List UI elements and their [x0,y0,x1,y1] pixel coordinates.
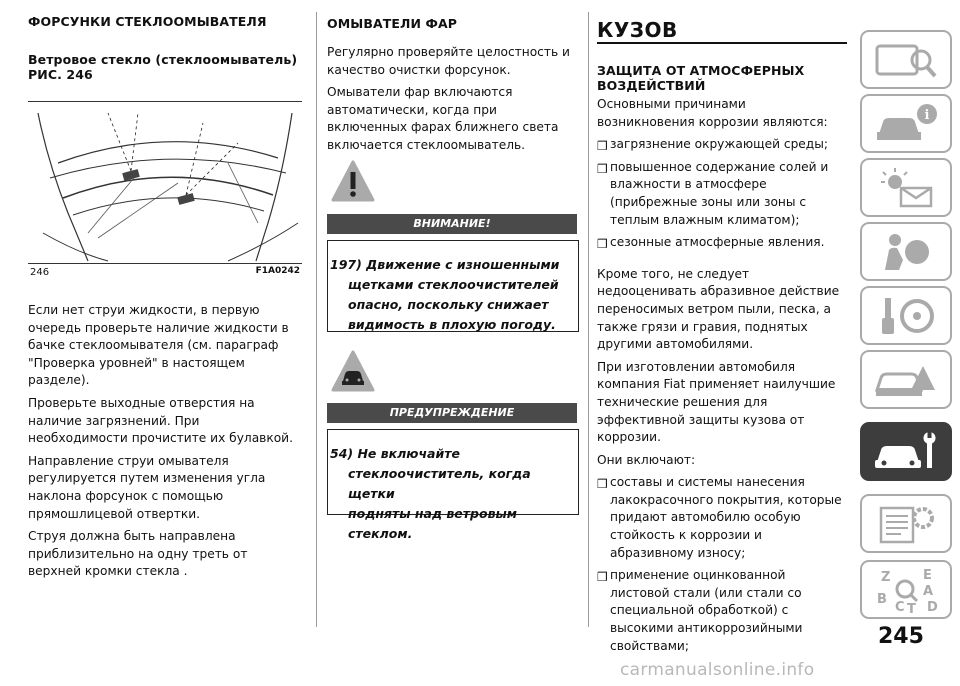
page-number: 245 [878,624,924,649]
warning-text-line: опасно, поскольку снижает [348,297,549,312]
checkbox-bullet-icon: ❒ [597,570,608,585]
figure-number: 246 [30,267,50,278]
chapter-title: КУЗОВ [597,18,678,42]
warning-number: 197) [330,257,362,272]
figure-code: F1A0242 [255,266,300,276]
index-letter: Z [881,569,891,585]
sidebar-tab-service-care[interactable] [860,422,952,481]
sidebar-tab-car-info[interactable] [860,94,952,153]
key-steering-icon [871,294,941,338]
warning-text-line: щетками стеклоочистителей [348,277,559,292]
caution-text-line: подняты над ветровым стеклом. [348,506,518,541]
section-title: ФОРСУНКИ СТЕКЛООМЫВАТЕЛЯ [28,14,267,29]
checkbox-bullet-icon: ❒ [597,139,608,154]
svg-text:i: i [924,107,930,123]
technical-data-gear-icon [871,502,941,546]
sidebar-tab-index[interactable] [860,560,952,619]
paragraph: Проверьте выходные отверстия на наличие загрязнений. При необходимости прочистите их булавкой. [28,395,293,446]
list-item [597,567,847,655]
car-caution-icon [331,350,375,394]
paragraph: Они включают: [597,452,696,467]
list-item-text: применение оцинкованной листовой стали (или стали со специальной обработкой) с высокими антикоррозийными свойствами; [610,568,803,653]
list-item-text: сезонные атмосферные явления. [610,235,825,250]
column-divider-1 [316,12,317,627]
checkbox-bullet-icon: ❒ [597,477,608,492]
list-item [597,159,847,229]
airbag-safety-icon [871,230,941,274]
sidebar-tab-dashboard[interactable] [860,30,952,89]
paragraph: Омыватели фар включаются автоматически, когда при включенных фарах ближнего света включается стеклоомыватель. [327,85,559,152]
paragraph: Направление струи омывателя регулируется путем изменения угла наклона форсунок с помощью прямошлицевой отвертки. [28,453,266,521]
index-letter: C [895,599,905,615]
section-title: ОМЫВАТЕЛИ ФАР [327,16,458,31]
caution-text-line: Не включайте [357,446,460,461]
warning-box [327,240,579,332]
alphabetical-index-icon [871,565,941,615]
paragraph: Если нет струи жидкости, в первую очередь проверьте наличие жидкости в бачке стеклоомывателя (см. параграф "Проверка уровней" в настоящем разделе). [28,303,289,388]
sidebar-tab-safety[interactable] [860,222,952,281]
body-text [597,96,847,660]
warning-text-line: видимость в плохую погоду. [348,317,556,332]
checkbox-bullet-icon: ❒ [597,237,608,252]
watermark[interactable]: carmanualsonline.info [620,660,815,680]
car-info-icon [871,102,941,146]
caution-text-line: стеклоочиститель, когда щетки [348,466,531,501]
paragraph: Кроме того, не следует недооценивать абразивное действие переносимых ветром пыли, песка, а также грязи и гравия, поднятых другими автомобилями. [597,266,840,352]
column-divider-2 [588,12,589,627]
paragraph: При изготовлении автомобиля компания Fiat применяет наилучшие технические решения для эффективной защиты кузова от коррозии. [597,359,836,445]
chapter-rule [597,42,847,44]
warning-lights-mail-icon [871,166,941,210]
checkbox-bullet-icon: ❒ [597,161,608,176]
car-service-wrench-icon [871,430,941,474]
sidebar-tab-starting-driving[interactable] [860,286,952,345]
sidebar-tab-emergency[interactable] [860,350,952,409]
list-item [597,474,847,562]
paragraph: Струя должна быть направлена приблизительно на одну треть от верхней кромки стекла . [28,529,248,579]
list-item [597,234,847,252]
caution-number: 54) [330,446,354,461]
warning-header: ВНИМАНИЕ! [327,214,577,234]
caution-header: ПРЕДУПРЕЖДЕНИЕ [327,403,577,423]
caution-box [327,429,579,541]
index-letter: E [923,567,932,583]
washer-text [28,302,302,586]
headlight-washer-text [327,44,577,160]
car-emergency-icon [871,358,941,402]
windshield-illustration [28,103,302,263]
warning-text-line: Движение с изношенными [366,257,560,272]
list-item-text: составы и системы нанесения лакокрасочного покрытия, которые придают автомобилю особую стойкость к коррозии и абразивному износу; [610,475,842,560]
index-letter: A [923,583,934,599]
car-dashboard-search-icon [871,38,941,82]
index-letter: T [907,601,916,615]
list-item-text: загрязнение окружающей среды; [610,137,828,152]
figure-windshield-washer [28,101,302,281]
sidebar-tab-warning-lights[interactable] [860,158,952,217]
warning-line [330,255,576,275]
paragraph: Регулярно проверяйте целостность и качество очистки форсунок. [327,45,570,77]
warning-triangle-icon [331,160,375,204]
caution-line [330,444,576,464]
index-letter: D [927,599,938,615]
section-subtitle: Ветровое стекло (стеклоомыватель) РИС. 246 [28,52,298,82]
list-item [597,136,847,154]
figure-bottom-rule [28,263,302,264]
index-letter: B [877,591,887,607]
figure-top-rule [28,101,302,102]
paragraph: Основными причинами возникновения коррозии являются: [597,97,828,129]
sidebar-tab-technical-data[interactable] [860,494,952,553]
section-title: ЗАЩИТА ОТ АТМОСФЕРНЫХ ВОЗДЕЙСТВИЙ [597,63,805,93]
list-item-text: повышенное содержание солей и влажности в атмосфере (прибрежные зоны или зоны с теплым влажным климатом); [610,159,829,227]
